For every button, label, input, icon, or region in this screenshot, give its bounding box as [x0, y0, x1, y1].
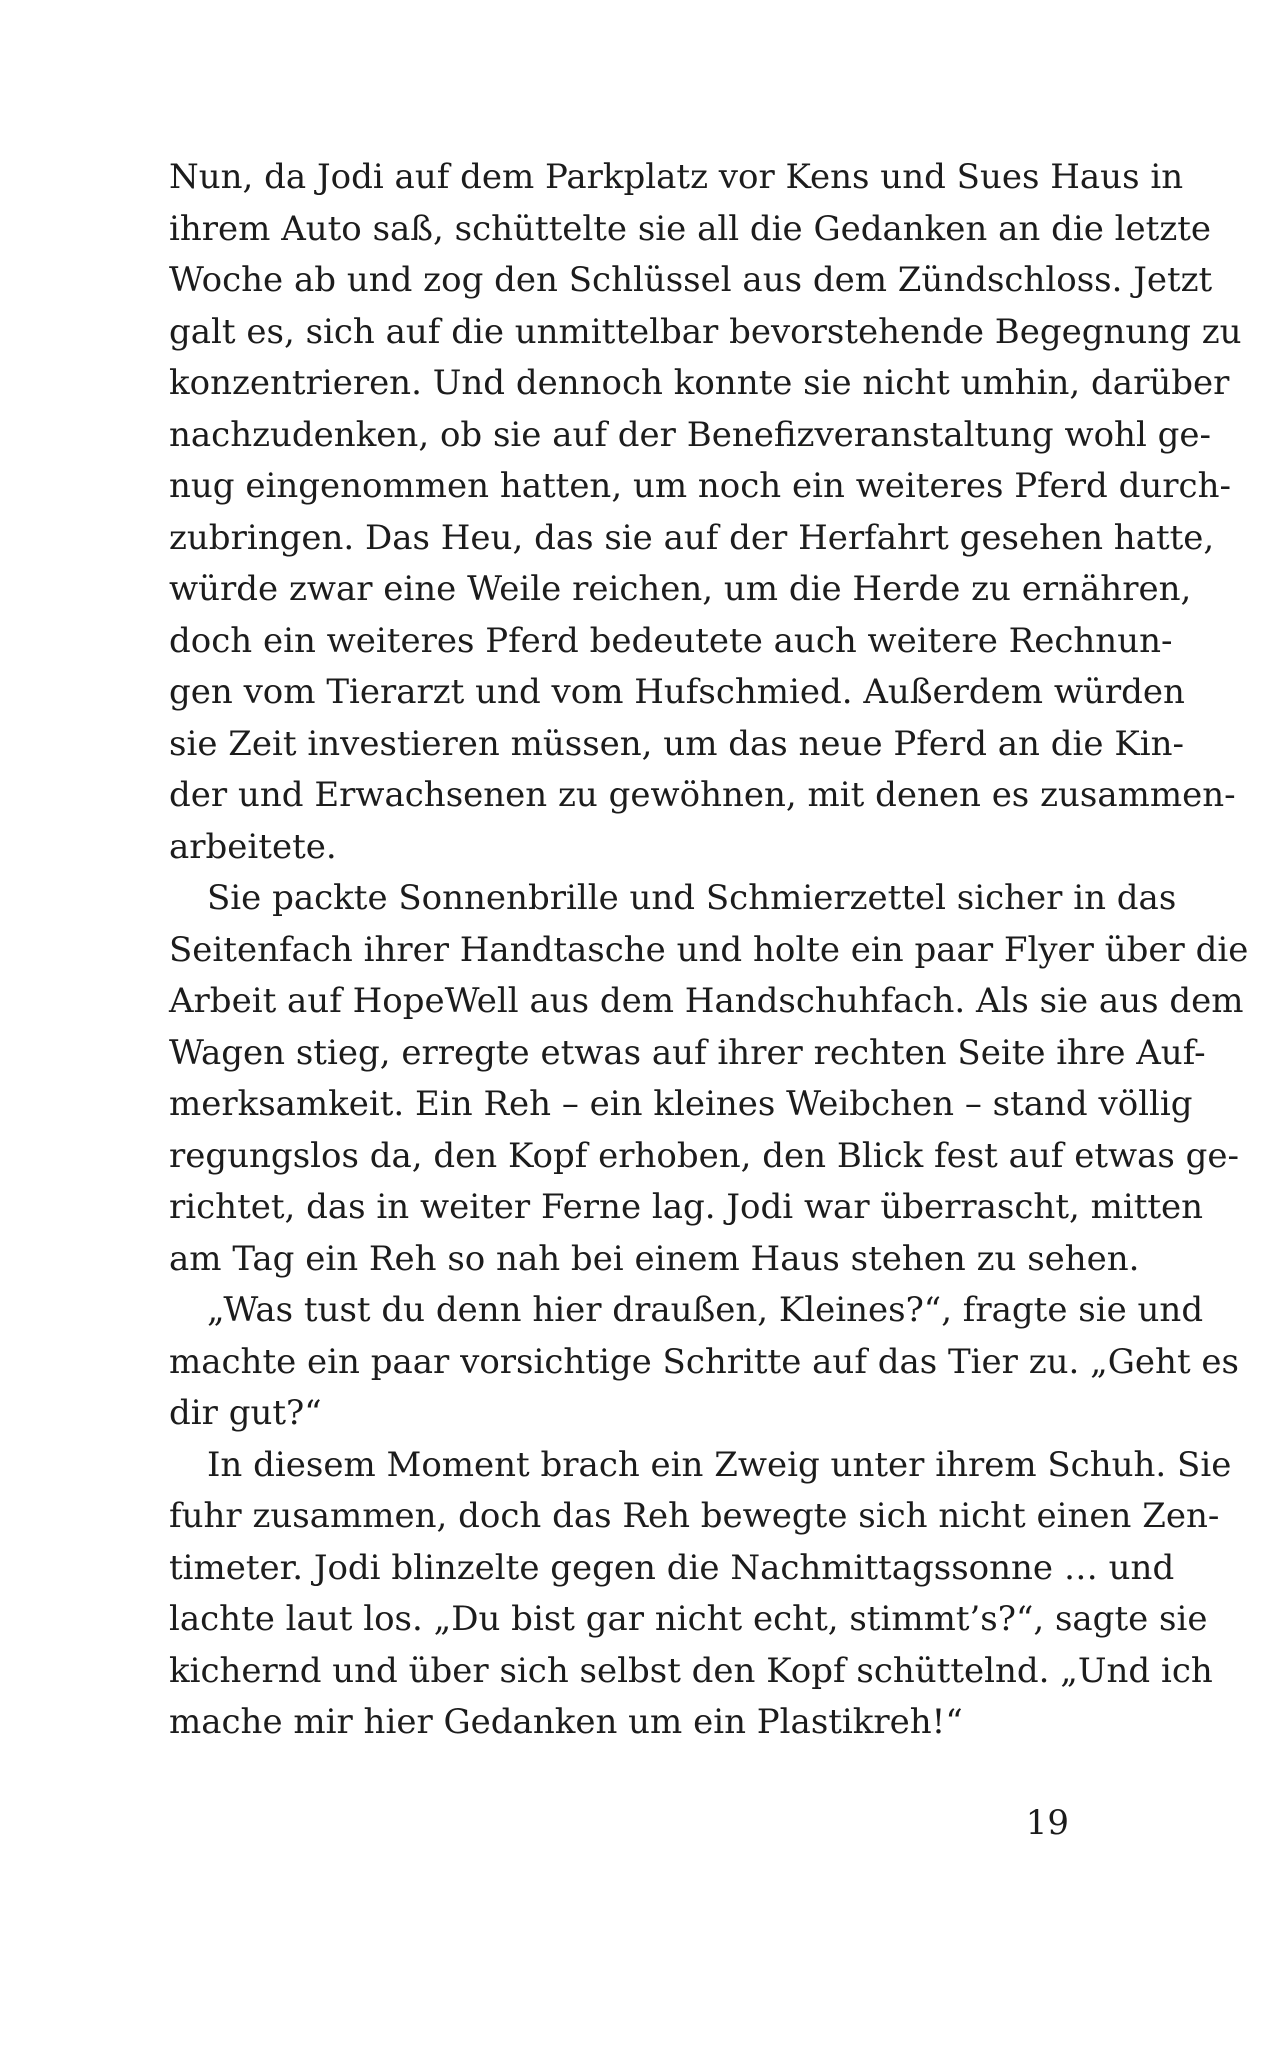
- text-line: dir gut?“: [169, 1393, 322, 1433]
- text-line: doch ein weiteres Pferd bedeutete auch weitere Rechnun-: [169, 621, 1173, 661]
- text-line: gen vom Tierarzt und vom Hufschmied. Außerdem würden: [169, 672, 1185, 712]
- text-line: Sie packte Sonnenbrille und Schmierzettel sicher in das: [207, 878, 1177, 918]
- text-line: konzentrieren. Und dennoch konnte sie nicht umhin, darüber: [169, 363, 1230, 403]
- page-number: 19: [1025, 1803, 1069, 1843]
- text-line: arbeitete.: [169, 827, 337, 867]
- text-line: Woche ab und zog den Schlüssel aus dem Zündschloss. Jetzt: [169, 260, 1213, 300]
- text-line: „Was tust du denn hier draußen, Kleines?“, fragte sie und: [207, 1290, 1204, 1330]
- text-line: am Tag ein Reh so nah bei einem Haus stehen zu sehen.: [169, 1239, 1140, 1279]
- text-line: der und Erwachsenen zu gewöhnen, mit denen es zusammen-: [169, 775, 1236, 815]
- text-line: lachte laut los. „Du bist gar nicht echt, stimmt’s?“, sagte sie: [169, 1599, 1208, 1639]
- text-line: Arbeit auf HopeWell aus dem Handschuhfach. Als sie aus dem: [169, 981, 1244, 1021]
- text-line: sie Zeit investieren müssen, um das neue Pferd an die Kin-: [169, 724, 1184, 764]
- text-line: ihrem Auto saß, schüttelte sie all die Gedanken an die letzte: [169, 209, 1212, 249]
- text-line: kichernd und über sich selbst den Kopf schüttelnd. „Und ich: [169, 1651, 1213, 1691]
- text-line: Seitenfach ihrer Handtasche und holte ein paar Flyer über die: [169, 930, 1249, 970]
- text-line: richtet, das in weiter Ferne lag. Jodi war überrascht, mitten: [169, 1187, 1204, 1227]
- text-line: merksamkeit. Ein Reh – ein kleines Weibchen – stand völlig: [169, 1084, 1193, 1124]
- text-line: Wagen stieg, erregte etwas auf ihrer rechten Seite ihre Auf-: [169, 1033, 1206, 1073]
- body-text: [169, 0, 1249, 1900]
- text-line: machte ein paar vorsichtige Schritte auf das Tier zu. „Geht es: [169, 1342, 1239, 1382]
- text-line: galt es, sich auf die unmittelbar bevorstehende Begegnung zu: [169, 312, 1242, 352]
- text-line: regungslos da, den Kopf erhoben, den Blick fest auf etwas ge-: [169, 1136, 1239, 1176]
- text-line: timeter. Jodi blinzelte gegen die Nachmittagssonne … und: [169, 1548, 1175, 1588]
- text-line: In diesem Moment brach ein Zweig unter ihrem Schuh. Sie: [207, 1445, 1232, 1485]
- text-line: nachzudenken, ob sie auf der Benefizveranstaltung wohl ge-: [169, 415, 1212, 455]
- text-line: Nun, da Jodi auf dem Parkplatz vor Kens und Sues Haus in: [169, 157, 1184, 197]
- text-line: fuhr zusammen, doch das Reh bewegte sich nicht einen Zen-: [169, 1496, 1220, 1536]
- text-line: zubringen. Das Heu, das sie auf der Herfahrt gesehen hatte,: [169, 518, 1215, 558]
- text-line: würde zwar eine Weile reichen, um die Herde zu ernähren,: [169, 569, 1192, 609]
- text-line: mache mir hier Gedanken um ein Plastikreh!“: [169, 1702, 963, 1742]
- text-line: nug eingenommen hatten, um noch ein weiteres Pferd durch-: [169, 466, 1231, 506]
